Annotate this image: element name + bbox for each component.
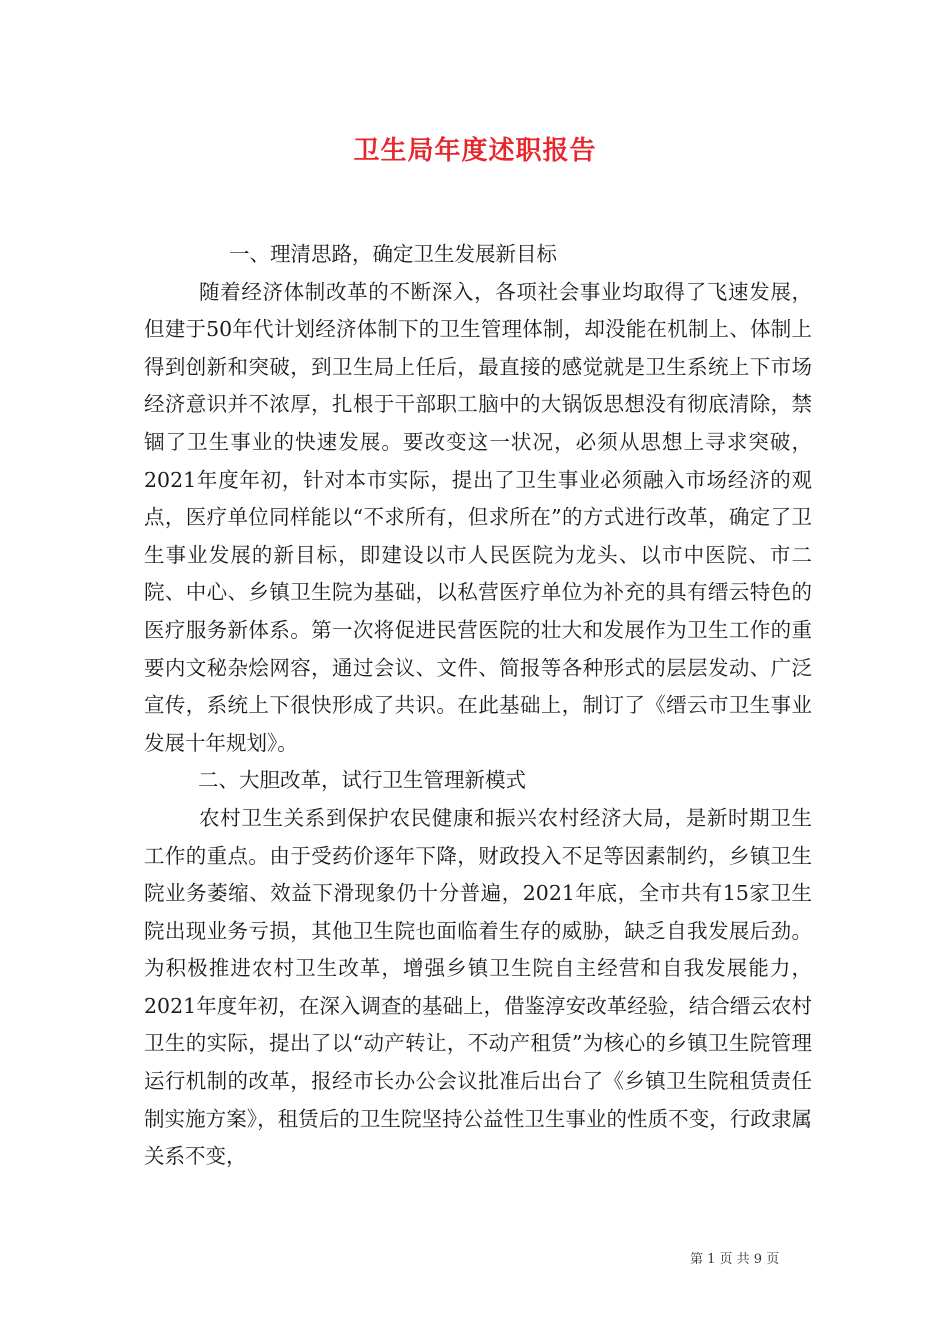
section-paragraph: 农村卫生关系到保护农民健康和振兴农村经济大局，是新时期卫生工作的重点。由于受药价逐年下降，财政投入不足等因素制约，乡镇卫生院业务萎缩、效益下滑现象仍十分普遍，2021年底，全市共有15家卫生院出现业务亏损，其他卫生院也面临着生存的威胁，缺乏自我发展后劲。为积极推进农村卫生改革，增强乡镇卫生院自主经营和自我发展能力，2021年度年初，在深入调查的基础上，借鉴淳安改革经验，结合缙云农村卫生的实际，提出了以“动产转让，不动产租赁”为核心的乡镇卫生院管理运行机制的改革，报经市长办公会议批准后出台了《乡镇卫生院租赁责任制实施方案》，租赁后的卫生院坚持公益性卫生事业的性质不变，行政隶属关系不变，: [144, 805, 812, 1169]
page-title: 卫生局年度述职报告: [353, 136, 597, 166]
section-paragraph: 随着经济体制改革的不断深入，各项社会事业均取得了飞速发展，但建于50年代计划经济体制下的卫生管理体制，却没能在机制上、体制上得到创新和突破，到卫生局上任后，最直接的感觉就是卫生系统上下市场经济意识并不浓厚，扎根于干部职工脑中的大锅饭思想没有彻底清除，禁锢了卫生事业的快速发展。要改变这一状况，必须从思想上寻求突破，2021年度年初，针对本市实际，提出了卫生事业必须融入市场经济的观点，医疗单位同样能以“不求所有，但求所在”的方式进行改革，确定了卫生事业发展的新目标，即建设以市人民医院为龙头、以市中医院、市二院、中心、乡镇卫生院为基础，以私营医疗单位为补充的具有缙云特色的医疗服务新体系。第一次将促进民营医院的壮大和发展作为卫生工作的重要内文秘杂烩网容，通过会议、文件、简报等各种形式的层层发动、广泛宣传，系统上下很快形成了共识。在此基础上，制订了《缙云市卫生事业发展十年规划》。: [144, 279, 812, 755]
page-number: 第 1 页 共 9 页: [690, 1252, 780, 1267]
section-heading: 一、理清思路，确定卫生发展新目标: [229, 242, 557, 266]
document-body: [144, 236, 812, 1176]
section-heading: 二、大胆改革，试行卫生管理新模式: [198, 768, 526, 793]
